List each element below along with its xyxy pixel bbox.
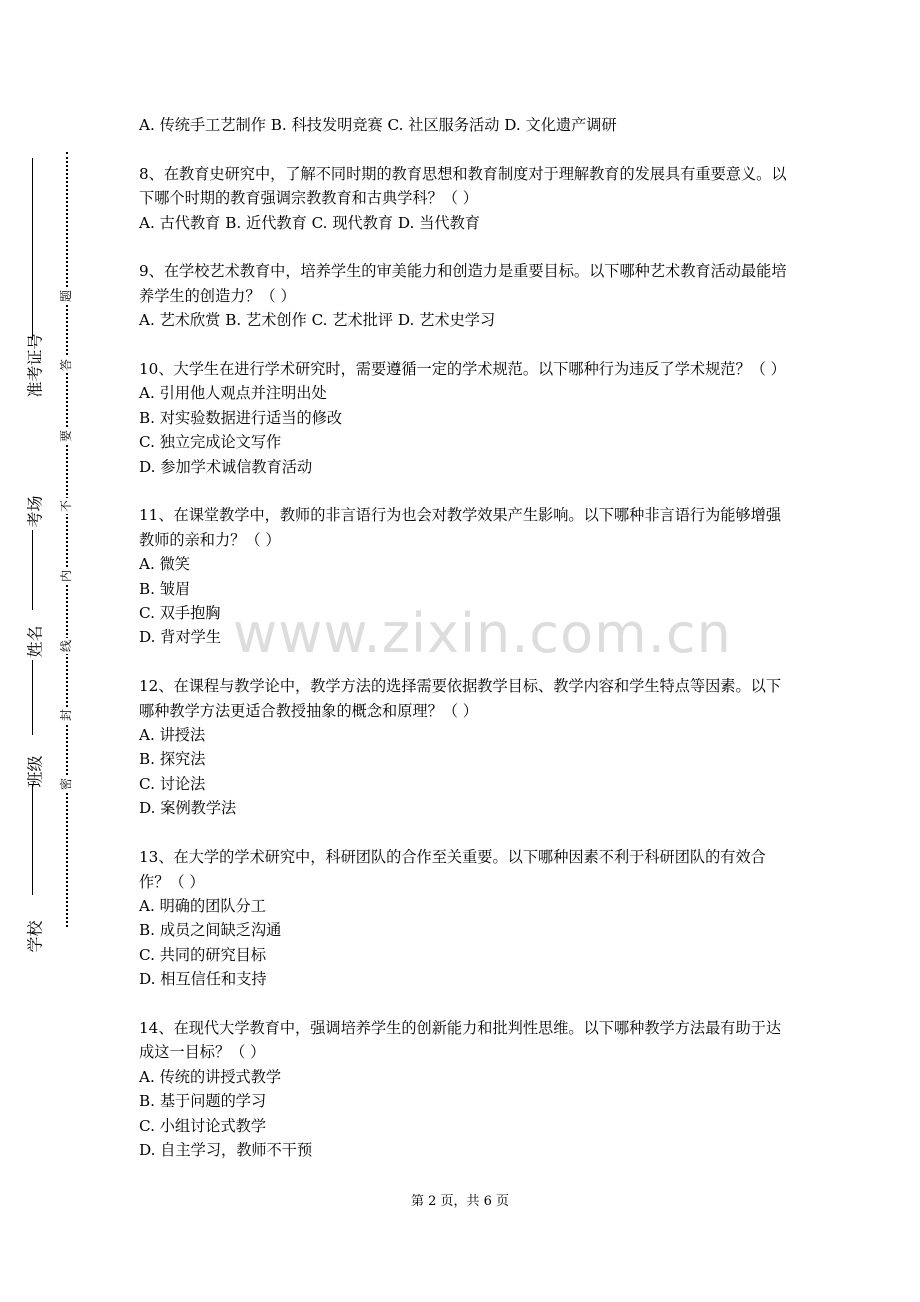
watermark: www.zixin.com.cn bbox=[233, 602, 732, 665]
option-a: A. 引用他人观点并注明出处 bbox=[139, 384, 327, 403]
field-label-name: 姓名 bbox=[25, 625, 45, 658]
question-text: 9、在学校艺术教育中，培养学生的审美能力和创造力是重要目标。以下哪种艺术教育活动最能培养学生的创造力？（ ） bbox=[139, 262, 787, 305]
binding-margin bbox=[0, 0, 100, 1302]
seal-char: 题 bbox=[59, 290, 73, 303]
option-b: B. 成员之间缺乏沟通 bbox=[139, 921, 282, 940]
question-text: 10、大学生在进行学术研究时，需要遵循一定的学术规范。以下哪种行为违反了学术规范？（ ） bbox=[139, 360, 786, 379]
question-9 bbox=[139, 259, 789, 332]
option-d: D. 案例教学法 bbox=[139, 799, 237, 818]
option-b: B. 对实验数据进行适当的修改 bbox=[139, 408, 343, 427]
option-c: C. 独立完成论文写作 bbox=[139, 433, 282, 452]
seal-char: 封 bbox=[59, 709, 73, 722]
option-d: D. 自主学习，教师不干预 bbox=[139, 1140, 313, 1159]
seal-char: 线 bbox=[59, 640, 73, 653]
question-13 bbox=[139, 845, 789, 991]
option-b: B. 探究法 bbox=[139, 750, 206, 769]
field-line-exam-id bbox=[32, 158, 33, 340]
seal-char: 内 bbox=[59, 570, 73, 583]
option-c: C. 讨论法 bbox=[139, 774, 206, 793]
option-a: A. 传统的讲授式教学 bbox=[139, 1067, 282, 1086]
previous-question-options: A. 传统手工艺制作 B. 科技发明竞赛 C. 社区服务活动 D. 文化遗产调研 bbox=[139, 116, 617, 134]
option-a: A. 讲授法 bbox=[139, 726, 206, 745]
field-label-exam-room: 考场 bbox=[25, 495, 45, 528]
option-b: B. 皱眉 bbox=[139, 579, 191, 598]
seal-dotted-line bbox=[66, 152, 68, 927]
option-line: A. 艺术欣赏 B. 艺术创作 C. 艺术批评 D. 艺术史学习 bbox=[139, 311, 496, 330]
seal-char: 要 bbox=[59, 430, 73, 443]
option-a: A. 微笑 bbox=[139, 555, 190, 574]
question-text: 13、在大学的学术研究中，科研团队的合作至关重要。以下哪种因素不利于科研团队的有效合作？（ ） bbox=[139, 848, 766, 891]
page-number-footer: 第 2 页，共 6 页 bbox=[410, 1194, 510, 1209]
option-c: C. 小组讨论式教学 bbox=[139, 1116, 267, 1135]
field-line-class bbox=[32, 785, 33, 895]
option-a: A. 明确的团队分工 bbox=[139, 896, 266, 915]
option-b: B. 基于问题的学习 bbox=[139, 1092, 267, 1111]
question-text: 8、在教育史研究中，了解不同时期的教育思想和教育制度对于理解教育的发展具有重要意义。以下哪个时期的教育强调宗教教育和古典学科？（ ） bbox=[139, 164, 787, 208]
option-line: A. 古代教育 B. 近代教育 C. 现代教育 D. 当代教育 bbox=[139, 213, 480, 232]
question-12 bbox=[139, 674, 789, 820]
seal-char: 密 bbox=[59, 778, 73, 791]
question-14 bbox=[139, 1016, 789, 1162]
field-label-exam-id: 准考证号 bbox=[25, 333, 45, 398]
field-label-class: 班级 bbox=[25, 755, 45, 788]
option-c: C. 双手抱胸 bbox=[139, 604, 221, 623]
question-text: 14、在现代大学教育中，强调培养学生的创新能力和批判性思维。以下哪种教学方法最有助于达成这一目标？（ ） bbox=[139, 1018, 782, 1062]
option-c: C. 共同的研究目标 bbox=[139, 945, 267, 964]
seal-char: 不 bbox=[59, 500, 73, 513]
question-text: 11、在课堂教学中，教师的非言语行为也会对教学效果产生影响。以下哪种非言语行为能够增强教师的亲和力？（ ） bbox=[139, 506, 782, 549]
field-line-exam-room bbox=[32, 530, 33, 610]
option-d: D. 参加学术诚信教育活动 bbox=[139, 457, 313, 476]
question-text: 12、在课程与教学论中，教学方法的选择需要依据教学目标、教学内容和学生特点等因素。以下哪种教学方法更适合教授抽象的概念和原理？（ ） bbox=[139, 677, 782, 720]
field-label-school: 学校 bbox=[25, 920, 45, 953]
option-d: D. 相互信任和支持 bbox=[139, 970, 267, 989]
seal-char: 答 bbox=[59, 359, 73, 372]
option-d: D. 背对学生 bbox=[139, 628, 222, 647]
question-10 bbox=[139, 357, 789, 479]
question-8 bbox=[139, 162, 789, 235]
